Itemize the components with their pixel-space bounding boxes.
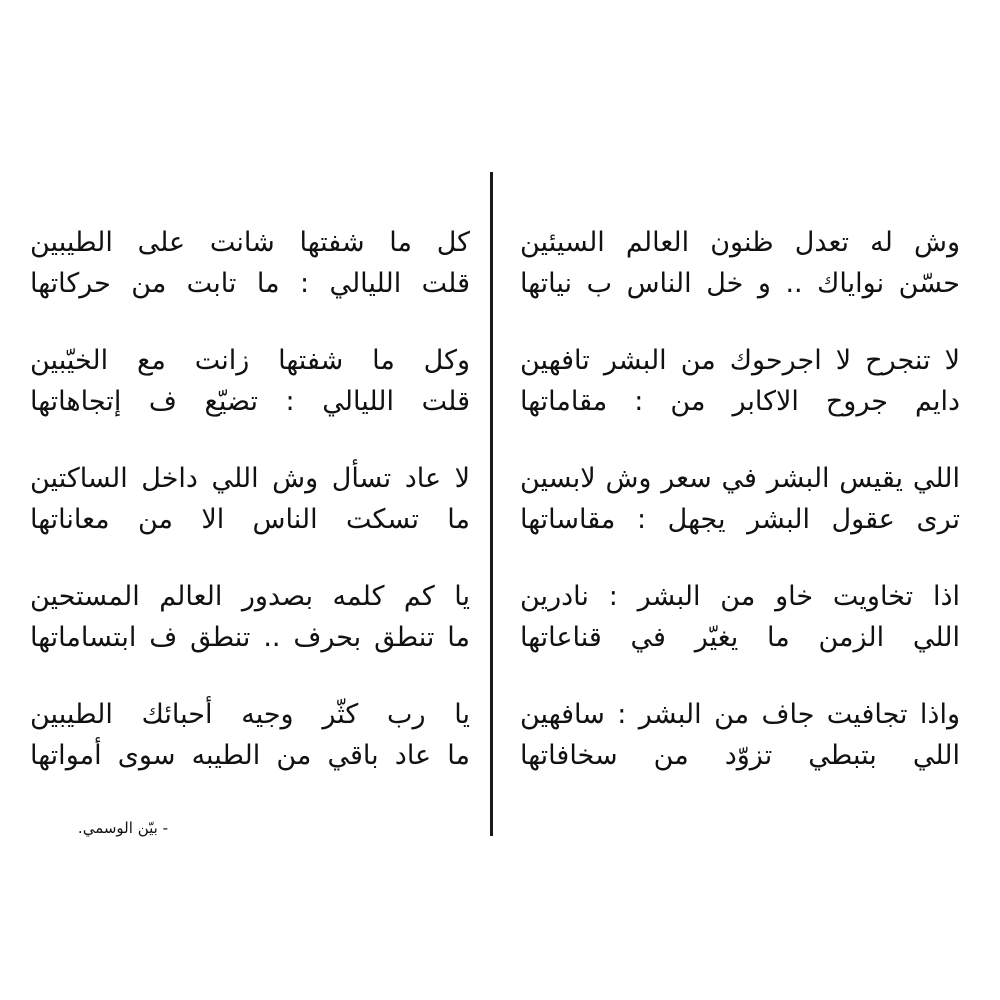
poem-left-column [30, 222, 470, 812]
stanza [520, 222, 960, 340]
author-signature: - بيّن الوسمي. [77, 819, 168, 837]
verse-line: يا رب كثّر وجيه أحبائك الطيبين [30, 699, 470, 730]
verse-line: ما عاد باقي من الطيبه سوى أمواتها [30, 740, 470, 771]
verse-line: ترى عقول البشر يجهل : مقاساتها [520, 504, 960, 535]
verse-line: دايم جروح الاكابر من : مقاماتها [520, 386, 960, 417]
verse-line: وكل ما شفتها زانت مع الخيّبين [30, 345, 470, 376]
stanza [520, 694, 960, 812]
verse-line: قلت الليالي : ما تابت من حركاتها [30, 268, 470, 299]
verse-line: ما تسكت الناس الا من معاناتها [30, 504, 470, 535]
verse-line: وش له تعدل ظنون العالم السيئين [520, 227, 960, 258]
verse-line: كل ما شفتها شانت على الطيبين [30, 227, 470, 258]
verse-line: حسّن نواياك .. و خل الناس ب نياتها [520, 268, 960, 299]
verse-line: اللي الزمن ما يغيّر في قناعاتها [520, 622, 960, 653]
stanza [30, 694, 470, 812]
column-divider [490, 172, 493, 836]
stanza [30, 222, 470, 340]
stanza [520, 576, 960, 694]
stanza [30, 458, 470, 576]
verse-line: اذا تخاويت خاو من البشر : نادرين [520, 581, 960, 612]
verse-line: لا تنجرح لا اجرحوك من البشر تافهين [520, 345, 960, 376]
stanza [520, 340, 960, 458]
verse-line: ما تنطق بحرف .. تنطق ف ابتساماتها [30, 622, 470, 653]
verse-line: اللي بتبطي تزوّد من سخافاتها [520, 740, 960, 771]
verse-line: واذا تجافيت جاف من البشر : سافهين [520, 699, 960, 730]
stanza [520, 458, 960, 576]
verse-line: اللي يقيس البشر في سعر وش لابسين [520, 463, 960, 494]
verse-line: لا عاد تسأل وش اللي داخل الساكتين [30, 463, 470, 494]
stanza [30, 340, 470, 458]
poem-right-column [520, 222, 960, 812]
verse-line: قلت الليالي : تضيّع ف إتجاهاتها [30, 386, 470, 417]
verse-line: يا كم كلمه بصدور العالم المستحين [30, 581, 470, 612]
stanza [30, 576, 470, 694]
